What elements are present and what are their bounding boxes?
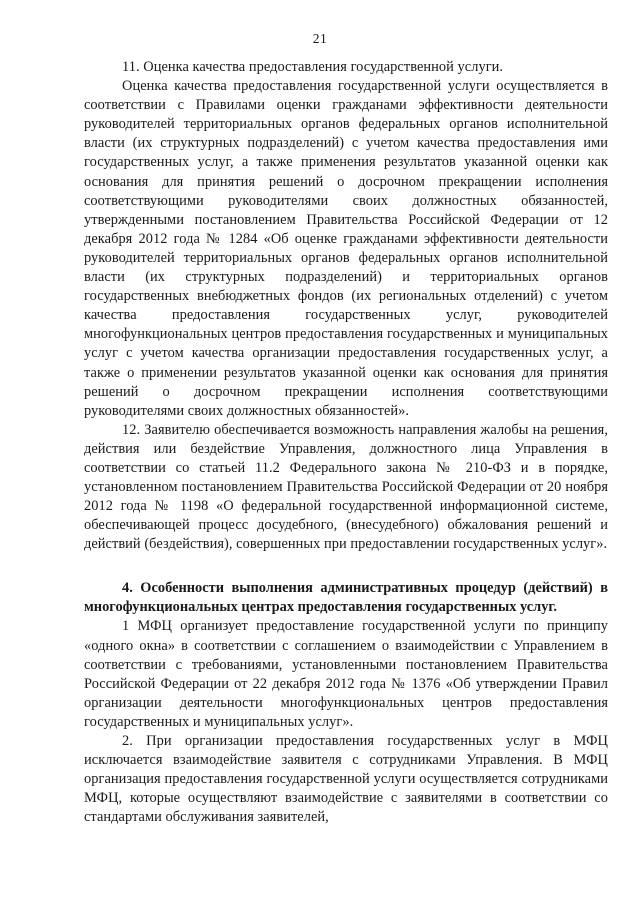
page-number: 21 (312, 31, 328, 46)
section-4-item-1: 1 МФЦ организует предоставление государственной услуги по принципу «одного окна» в соответствии с соглашением о взаимодействии с Управлением в соответствии с требованиями, установленными постановлением Правительства Российской Федерации от 22 декабря 2012 года № 1376 «Об утверждении Правил организации деятельности многофункциональных центров предоставления государственных и муниципальных услуг». (84, 618, 608, 730)
item-11-body: Оценка качества предоставления государственной услуги осуществляется в соответствии с Правилами оценки гражданами эффективности деятельности руководителей территориальных органов федеральных органов исполнительной власти (их структурных подразделений) с учетом качества предоставления ими государственных услуг, а также применения результатов указанной оценки как основания для принятия решений о досрочном прекращении исполнения соответствующими руководителями своих должностных обязанностей, утвержденными постановлением Правительства Российской Федерации от 12 декабря 2012 года № 1284 «Об оценке гражданами эффективности деятельности руководителей территориальных органов федеральных органов исполнительной власти (их структурных подразделений) и территориальных органов государственных внебюджетных фондов (их региональных отделений) с учетом качества предоставления государственных услуг, руководителей многофункциональных центров предоставления государственных и муниципальных услуг с учетом качества организации предоставления государственных услуг, а также о применении результатов указанной оценки как основания для принятия решений о досрочном прекращении исполнения соответствующими руководителями своих должностных обязанностей». (84, 78, 608, 419)
document-body (84, 58, 608, 827)
section-4-heading: 4. Особенности выполнения административных процедур (действий) в многофункциональных центрах предоставления государственных услуг. (84, 580, 608, 616)
section-4-item-2: 2. При организации предоставления государственных услуг в МФЦ исключается взаимодействие заявителя с сотрудниками Управления. В МФЦ организация предоставления государственной услуги осуществляется сотрудниками МФЦ, которые осуществляют взаимодействие с заявителями в соответствии со стандартами обслуживания заявителей, (84, 733, 608, 826)
item-11-heading: 11. Оценка качества предоставления государственной услуги. (122, 59, 504, 75)
item-12: 12. Заявителю обеспечивается возможность направления жалобы на решения, действия или бездействие Управления, должностного лица Управления в соответствии со статьей 11.2 Федерального закона № 210-ФЗ и в порядке, установленном постановлением Правительства Российской Федерации от 20 ноября 2012 года № 1198 «О федеральной государственной информационной системе, обеспечивающей процесс досудебного, (внесудебного) обжалования решений и действий (бездействия), совершенных при предоставлении государственных услуг». (84, 421, 608, 553)
